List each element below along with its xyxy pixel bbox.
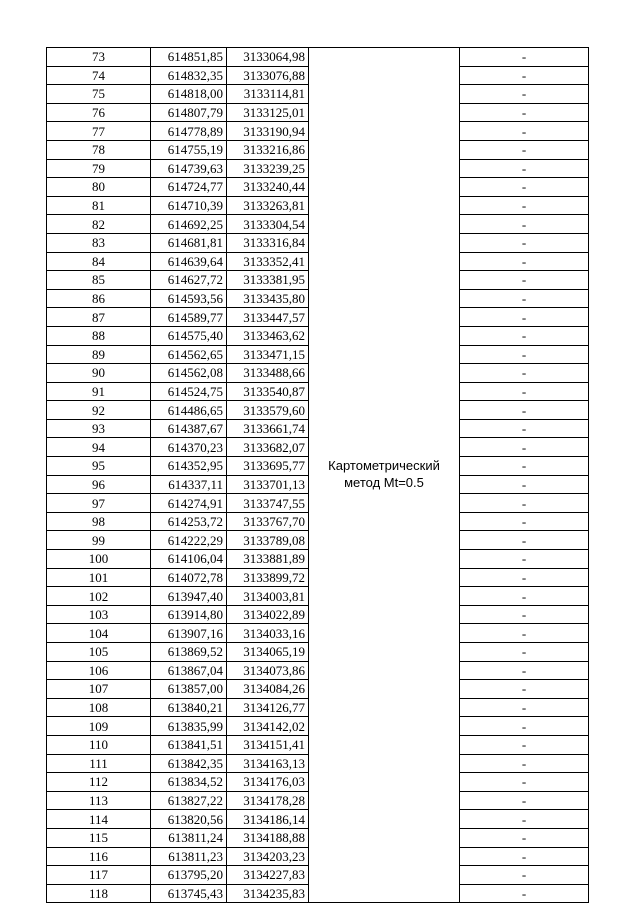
y-coordinate-cell: 3134186,14 bbox=[227, 810, 309, 829]
point-number-cell: 115 bbox=[47, 828, 151, 847]
x-coordinate-cell: 614589,77 bbox=[151, 308, 227, 327]
y-coordinate-cell: 3133899,72 bbox=[227, 568, 309, 587]
point-number-cell: 96 bbox=[47, 475, 151, 494]
y-coordinate-cell: 3133881,89 bbox=[227, 550, 309, 569]
y-coordinate-cell: 3133540,87 bbox=[227, 382, 309, 401]
x-coordinate-cell: 614106,04 bbox=[151, 550, 227, 569]
y-coordinate-cell: 3133190,94 bbox=[227, 122, 309, 141]
x-coordinate-cell: 613827,22 bbox=[151, 791, 227, 810]
y-coordinate-cell: 3134188,88 bbox=[227, 828, 309, 847]
note-cell: - bbox=[460, 103, 589, 122]
point-number-cell: 87 bbox=[47, 308, 151, 327]
table-row bbox=[47, 48, 589, 67]
point-number-cell: 99 bbox=[47, 531, 151, 550]
x-coordinate-cell: 614593,56 bbox=[151, 289, 227, 308]
y-coordinate-cell: 3134022,89 bbox=[227, 605, 309, 624]
y-coordinate-cell: 3133381,95 bbox=[227, 271, 309, 290]
y-coordinate-cell: 3133682,07 bbox=[227, 438, 309, 457]
x-coordinate-cell: 614807,79 bbox=[151, 103, 227, 122]
point-number-cell: 114 bbox=[47, 810, 151, 829]
note-cell: - bbox=[460, 215, 589, 234]
x-coordinate-cell: 613869,52 bbox=[151, 643, 227, 662]
note-cell: - bbox=[460, 419, 589, 438]
x-coordinate-cell: 614639,64 bbox=[151, 252, 227, 271]
x-coordinate-cell: 614562,65 bbox=[151, 345, 227, 364]
note-cell: - bbox=[460, 122, 589, 141]
y-coordinate-cell: 3133316,84 bbox=[227, 233, 309, 252]
x-coordinate-cell: 613867,04 bbox=[151, 661, 227, 680]
point-number-cell: 90 bbox=[47, 364, 151, 383]
note-cell: - bbox=[460, 847, 589, 866]
point-number-cell: 94 bbox=[47, 438, 151, 457]
point-number-cell: 88 bbox=[47, 326, 151, 345]
point-number-cell: 85 bbox=[47, 271, 151, 290]
x-coordinate-cell: 614755,19 bbox=[151, 140, 227, 159]
point-number-cell: 108 bbox=[47, 698, 151, 717]
x-coordinate-cell: 613907,16 bbox=[151, 624, 227, 643]
point-number-cell: 116 bbox=[47, 847, 151, 866]
x-coordinate-cell: 614370,23 bbox=[151, 438, 227, 457]
point-number-cell: 104 bbox=[47, 624, 151, 643]
y-coordinate-cell: 3133488,66 bbox=[227, 364, 309, 383]
note-cell: - bbox=[460, 680, 589, 699]
x-coordinate-cell: 613840,21 bbox=[151, 698, 227, 717]
x-coordinate-cell: 614627,72 bbox=[151, 271, 227, 290]
note-cell: - bbox=[460, 494, 589, 513]
note-cell: - bbox=[460, 85, 589, 104]
note-cell: - bbox=[460, 159, 589, 178]
note-cell: - bbox=[460, 587, 589, 606]
point-number-cell: 105 bbox=[47, 643, 151, 662]
x-coordinate-cell: 613842,35 bbox=[151, 754, 227, 773]
x-coordinate-cell: 614739,63 bbox=[151, 159, 227, 178]
note-cell: - bbox=[460, 773, 589, 792]
y-coordinate-cell: 3133352,41 bbox=[227, 252, 309, 271]
note-cell: - bbox=[460, 475, 589, 494]
coordinates-table-body bbox=[47, 48, 589, 903]
y-coordinate-cell: 3133579,60 bbox=[227, 401, 309, 420]
note-cell: - bbox=[460, 512, 589, 531]
point-number-cell: 109 bbox=[47, 717, 151, 736]
note-cell: - bbox=[460, 717, 589, 736]
point-number-cell: 81 bbox=[47, 196, 151, 215]
x-coordinate-cell: 614274,91 bbox=[151, 494, 227, 513]
y-coordinate-cell: 3134151,41 bbox=[227, 735, 309, 754]
note-cell: - bbox=[460, 810, 589, 829]
note-cell: - bbox=[460, 196, 589, 215]
point-number-cell: 73 bbox=[47, 48, 151, 67]
note-cell: - bbox=[460, 271, 589, 290]
y-coordinate-cell: 3134163,13 bbox=[227, 754, 309, 773]
y-coordinate-cell: 3133064,98 bbox=[227, 48, 309, 67]
x-coordinate-cell: 614072,78 bbox=[151, 568, 227, 587]
point-number-cell: 113 bbox=[47, 791, 151, 810]
note-cell: - bbox=[460, 698, 589, 717]
note-cell: - bbox=[460, 531, 589, 550]
note-cell: - bbox=[460, 438, 589, 457]
method-accuracy: метод Mt=0.5 bbox=[344, 475, 424, 491]
point-number-cell: 74 bbox=[47, 66, 151, 85]
x-coordinate-cell: 613841,51 bbox=[151, 735, 227, 754]
x-coordinate-cell: 614692,25 bbox=[151, 215, 227, 234]
y-coordinate-cell: 3133471,15 bbox=[227, 345, 309, 364]
x-coordinate-cell: 614486,65 bbox=[151, 401, 227, 420]
point-number-cell: 82 bbox=[47, 215, 151, 234]
point-number-cell: 92 bbox=[47, 401, 151, 420]
y-coordinate-cell: 3133239,25 bbox=[227, 159, 309, 178]
point-number-cell: 78 bbox=[47, 140, 151, 159]
point-number-cell: 93 bbox=[47, 419, 151, 438]
x-coordinate-cell: 613835,99 bbox=[151, 717, 227, 736]
point-number-cell: 110 bbox=[47, 735, 151, 754]
point-number-cell: 117 bbox=[47, 866, 151, 885]
y-coordinate-cell: 3134003,81 bbox=[227, 587, 309, 606]
note-cell: - bbox=[460, 735, 589, 754]
y-coordinate-cell: 3134142,02 bbox=[227, 717, 309, 736]
point-number-cell: 100 bbox=[47, 550, 151, 569]
x-coordinate-cell: 613947,40 bbox=[151, 587, 227, 606]
point-number-cell: 91 bbox=[47, 382, 151, 401]
method-name: Картометрический bbox=[328, 458, 440, 474]
y-coordinate-cell: 3133789,08 bbox=[227, 531, 309, 550]
note-cell: - bbox=[460, 550, 589, 569]
note-cell: - bbox=[460, 661, 589, 680]
x-coordinate-cell: 613811,24 bbox=[151, 828, 227, 847]
note-cell: - bbox=[460, 140, 589, 159]
note-cell: - bbox=[460, 326, 589, 345]
point-number-cell: 86 bbox=[47, 289, 151, 308]
note-cell: - bbox=[460, 345, 589, 364]
x-coordinate-cell: 613811,23 bbox=[151, 847, 227, 866]
note-cell: - bbox=[460, 48, 589, 67]
x-coordinate-cell: 614524,75 bbox=[151, 382, 227, 401]
note-cell: - bbox=[460, 791, 589, 810]
y-coordinate-cell: 3133216,86 bbox=[227, 140, 309, 159]
x-coordinate-cell: 613820,56 bbox=[151, 810, 227, 829]
y-coordinate-cell: 3134126,77 bbox=[227, 698, 309, 717]
point-number-cell: 118 bbox=[47, 884, 151, 903]
y-coordinate-cell: 3134227,83 bbox=[227, 866, 309, 885]
x-coordinate-cell: 614778,89 bbox=[151, 122, 227, 141]
note-cell: - bbox=[460, 308, 589, 327]
method-cell bbox=[309, 48, 460, 903]
y-coordinate-cell: 3134033,16 bbox=[227, 624, 309, 643]
note-cell: - bbox=[460, 866, 589, 885]
note-cell: - bbox=[460, 252, 589, 271]
note-cell: - bbox=[460, 401, 589, 420]
x-coordinate-cell: 614710,39 bbox=[151, 196, 227, 215]
x-coordinate-cell: 614352,95 bbox=[151, 457, 227, 476]
y-coordinate-cell: 3133767,70 bbox=[227, 512, 309, 531]
y-coordinate-cell: 3134203,23 bbox=[227, 847, 309, 866]
x-coordinate-cell: 614575,40 bbox=[151, 326, 227, 345]
point-number-cell: 77 bbox=[47, 122, 151, 141]
y-coordinate-cell: 3133435,80 bbox=[227, 289, 309, 308]
point-number-cell: 83 bbox=[47, 233, 151, 252]
point-number-cell: 89 bbox=[47, 345, 151, 364]
coordinates-table bbox=[46, 47, 589, 903]
note-cell: - bbox=[460, 66, 589, 85]
y-coordinate-cell: 3133661,74 bbox=[227, 419, 309, 438]
y-coordinate-cell: 3133447,57 bbox=[227, 308, 309, 327]
x-coordinate-cell: 614818,00 bbox=[151, 85, 227, 104]
point-number-cell: 112 bbox=[47, 773, 151, 792]
y-coordinate-cell: 3133463,62 bbox=[227, 326, 309, 345]
y-coordinate-cell: 3133076,88 bbox=[227, 66, 309, 85]
x-coordinate-cell: 614337,11 bbox=[151, 475, 227, 494]
y-coordinate-cell: 3133114,81 bbox=[227, 85, 309, 104]
point-number-cell: 98 bbox=[47, 512, 151, 531]
x-coordinate-cell: 614253,72 bbox=[151, 512, 227, 531]
y-coordinate-cell: 3134176,03 bbox=[227, 773, 309, 792]
y-coordinate-cell: 3134073,86 bbox=[227, 661, 309, 680]
note-cell: - bbox=[460, 457, 589, 476]
point-number-cell: 84 bbox=[47, 252, 151, 271]
note-cell: - bbox=[460, 233, 589, 252]
y-coordinate-cell: 3134084,26 bbox=[227, 680, 309, 699]
note-cell: - bbox=[460, 364, 589, 383]
x-coordinate-cell: 614724,77 bbox=[151, 178, 227, 197]
point-number-cell: 79 bbox=[47, 159, 151, 178]
point-number-cell: 111 bbox=[47, 754, 151, 773]
point-number-cell: 102 bbox=[47, 587, 151, 606]
note-cell: - bbox=[460, 754, 589, 773]
note-cell: - bbox=[460, 624, 589, 643]
point-number-cell: 80 bbox=[47, 178, 151, 197]
x-coordinate-cell: 613745,43 bbox=[151, 884, 227, 903]
x-coordinate-cell: 614387,67 bbox=[151, 419, 227, 438]
point-number-cell: 106 bbox=[47, 661, 151, 680]
note-cell: - bbox=[460, 605, 589, 624]
y-coordinate-cell: 3134178,28 bbox=[227, 791, 309, 810]
y-coordinate-cell: 3133304,54 bbox=[227, 215, 309, 234]
note-cell: - bbox=[460, 382, 589, 401]
y-coordinate-cell: 3133263,81 bbox=[227, 196, 309, 215]
note-cell: - bbox=[460, 828, 589, 847]
x-coordinate-cell: 614681,81 bbox=[151, 233, 227, 252]
point-number-cell: 103 bbox=[47, 605, 151, 624]
point-number-cell: 75 bbox=[47, 85, 151, 104]
point-number-cell: 95 bbox=[47, 457, 151, 476]
x-coordinate-cell: 614562,08 bbox=[151, 364, 227, 383]
y-coordinate-cell: 3134235,83 bbox=[227, 884, 309, 903]
point-number-cell: 97 bbox=[47, 494, 151, 513]
point-number-cell: 76 bbox=[47, 103, 151, 122]
x-coordinate-cell: 613857,00 bbox=[151, 680, 227, 699]
y-coordinate-cell: 3133125,01 bbox=[227, 103, 309, 122]
note-cell: - bbox=[460, 178, 589, 197]
y-coordinate-cell: 3133701,13 bbox=[227, 475, 309, 494]
x-coordinate-cell: 614832,35 bbox=[151, 66, 227, 85]
y-coordinate-cell: 3133747,55 bbox=[227, 494, 309, 513]
x-coordinate-cell: 614851,85 bbox=[151, 48, 227, 67]
x-coordinate-cell: 613795,20 bbox=[151, 866, 227, 885]
note-cell: - bbox=[460, 884, 589, 903]
y-coordinate-cell: 3133240,44 bbox=[227, 178, 309, 197]
x-coordinate-cell: 613914,80 bbox=[151, 605, 227, 624]
note-cell: - bbox=[460, 289, 589, 308]
x-coordinate-cell: 614222,29 bbox=[151, 531, 227, 550]
note-cell: - bbox=[460, 568, 589, 587]
y-coordinate-cell: 3134065,19 bbox=[227, 643, 309, 662]
point-number-cell: 101 bbox=[47, 568, 151, 587]
x-coordinate-cell: 613834,52 bbox=[151, 773, 227, 792]
point-number-cell: 107 bbox=[47, 680, 151, 699]
note-cell: - bbox=[460, 643, 589, 662]
y-coordinate-cell: 3133695,77 bbox=[227, 457, 309, 476]
